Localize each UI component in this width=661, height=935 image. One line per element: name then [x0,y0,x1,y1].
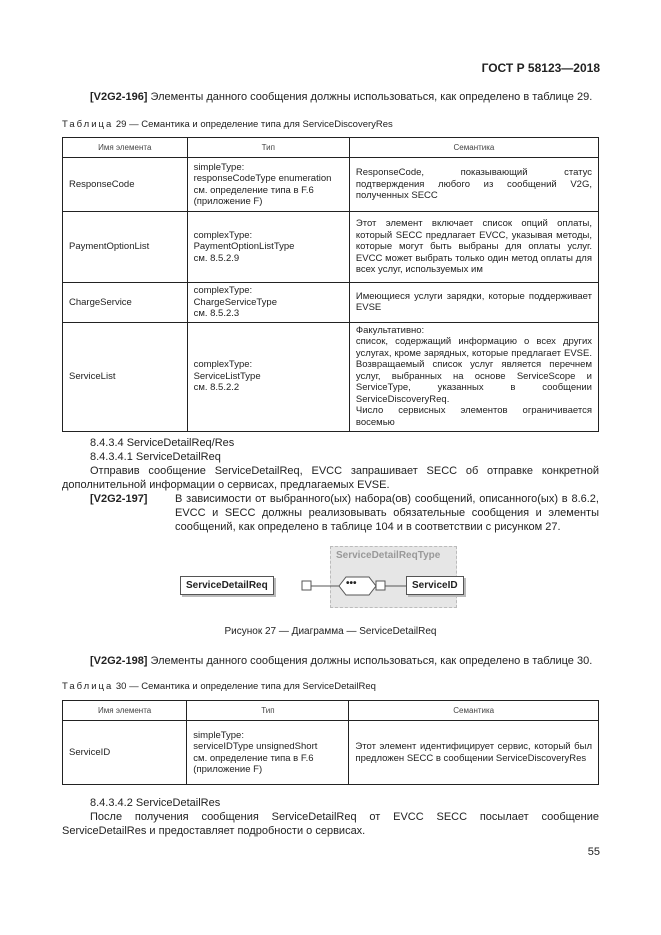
cell-semantics: Имеющиеся услуги зарядки, которые поддерживает EVSE [349,283,598,323]
section-heading: 8.4.3.4 ServiceDetailReq/Res [90,437,235,449]
requirement-tag: [V2G2-197] [90,493,148,505]
cell-name: ServiceList [63,322,188,431]
type-line: ChargeServiceType [193,296,277,308]
type-label: ServiceDetailReqType [336,550,441,561]
figure-caption: Рисунок 27 — Диаграмма — ServiceDetailReq [224,626,437,637]
cell-type [187,158,349,212]
schema-diagram [180,540,470,608]
requirement-198 [62,654,599,668]
semantics-line: список, содержащий информацию о всех других услугах, кроме зарядных, которые предлагает EVSE. Возвращаемый список услуг является перечнем услуг, выбранных на основе ServiceScope и ServiceType, указанных в сообщении ServiceDiscoveryReq. [355,336,592,405]
collapse-icon [302,581,311,590]
col-header-name: Имя элемента [63,138,188,158]
col-header-semantics: Семантика [349,701,599,721]
collapse-icon [376,581,385,590]
cell-type [187,283,349,323]
caption-word: Таблица [62,119,114,130]
cell-name: PaymentOptionList [63,212,188,283]
caption-text: 29 — Семантика и определение типа для ServiceDiscoveryRes [113,119,393,130]
type-line: complexType: [193,229,253,241]
type-line: см. 8.5.2.3 [193,308,240,319]
requirement-text: В зависимости от выбранного(ых) набора(ов) сообщений, описанного(ых) в 8.6.2, EVCC и SECC должны реализовывать обязательные сообщения и элементы сообщений, как определено в таблице 104 и в соответствии с рисунком 27. [175,493,599,533]
type-line: responseCodeType enumeration [193,173,332,184]
cell-name: ChargeService [63,283,188,323]
requirement-tag: [V2G2-198] [90,655,148,667]
cell-type [187,322,349,431]
type-line: (приложение F) [193,196,263,207]
paragraph: Отправив сообщение ServiceDetailReq, EVCC запрашивает SECC об отправке конкретной дополнительной информации о сервисах, предлагаемых EVSE. [62,465,599,491]
table-header-row [63,138,599,158]
semantics-line: Число сервисных элементов ограничивается восемью [355,405,592,428]
table-row [63,158,599,212]
paragraph: После получения сообщения ServiceDetailReq от EVCC SECC посылает сообщение ServiceDetailRes и предоставляет подробности о сервисах. [62,811,599,837]
type-line: simpleType: [193,161,245,173]
table-30 [62,700,599,785]
col-header-semantics: Семантика [349,138,598,158]
table-29 [62,137,599,432]
subsection-heading: 8.4.3.4.2 ServiceDetailRes [90,797,221,809]
cell-name: ServiceID [63,721,187,785]
type-line: ServiceListType [193,370,261,382]
caption-word: Таблица [62,681,114,692]
type-line: см. определение типа в F.6 [193,752,314,764]
standard-header: ГОСТ Р 58123—2018 [481,61,600,75]
type-line: (приложение F) [193,764,263,775]
subsection-heading: 8.4.3.4.1 ServiceDetailReq [90,451,221,463]
col-header-type: Тип [187,701,349,721]
table-row [63,283,599,323]
root-element: ServiceDetailReq [180,576,274,595]
sequence-icon [339,577,376,595]
page-number: 55 [587,846,600,858]
type-line: см. 8.5.2.9 [193,252,240,264]
col-header-name: Имя элемента [63,701,187,721]
table-row [63,322,599,431]
requirement-text: Элементы данного сообщения должны использоваться, как определено в таблице 29. [147,91,593,103]
cell-semantics: ResponseCode, показывающий статус подтверждения любого из сообщений V2G, полученных SECC [349,158,598,212]
type-line: см. 8.5.2.2 [193,382,240,394]
table-29-caption [62,119,393,130]
cell-name: ResponseCode [63,158,188,212]
requirement-196 [62,90,599,104]
cell-semantics [349,322,598,431]
col-header-type: Тип [187,138,349,158]
type-line: complexType: [193,359,253,371]
type-line: simpleType: [193,729,244,741]
type-line: см. определение типа в F.6 [193,184,314,196]
requirement-197 [62,492,599,534]
sequence-symbol: ••• [346,578,357,589]
requirement-text: Элементы данного сообщения должны использоваться, как определено в таблице 30. [147,655,593,667]
table-row [63,721,599,785]
cell-semantics: Этот элемент идентифицирует сервис, который был предложен SECC в сообщении ServiceDiscoveryRes [349,721,599,785]
requirement-tag: [V2G2-196] [90,91,148,103]
cell-type [187,721,349,785]
type-line: serviceIDType unsignedShort [193,741,318,752]
semantics-line: Факультативно: [355,324,425,336]
table-30-caption [62,681,376,692]
type-line: complexType: [193,285,253,296]
diagram-connectors [180,540,470,608]
table-row [63,212,599,283]
type-line: PaymentOptionListType [193,241,295,253]
cell-semantics: Этот элемент включает список опций оплаты, который SECC предлагает EVCC, указывая методы, которые могут быть выбраны для оплаты услуг. EVCC может выбрать только один метод оплаты для всех услуг, используемых им [349,212,598,283]
cell-type [187,212,349,283]
table-header-row [63,701,599,721]
caption-text: 30 — Семантика и определение типа для ServiceDetailReq [113,681,376,692]
child-element: ServiceID [406,576,464,595]
